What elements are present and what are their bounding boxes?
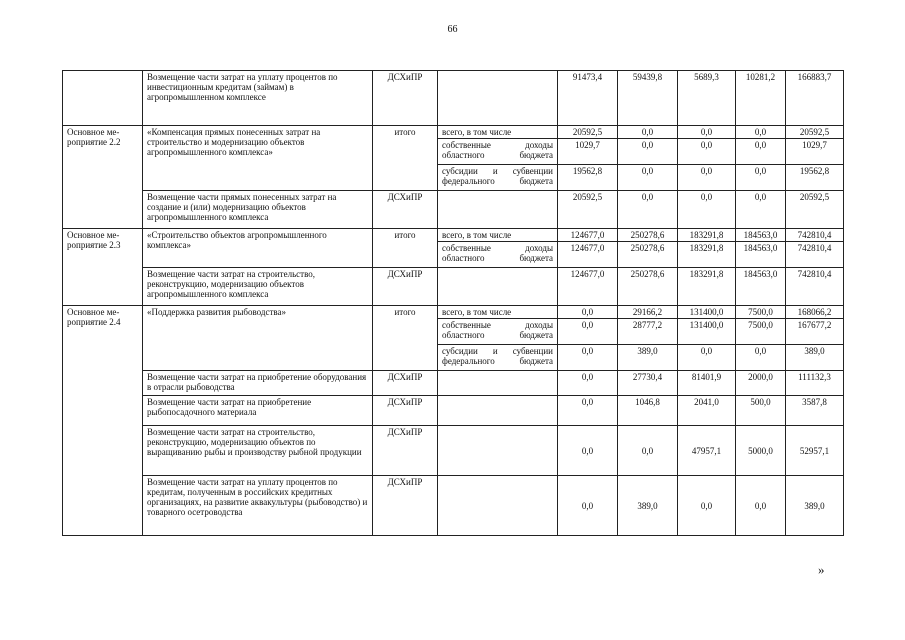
value-cell: 742810,4 [786,242,844,268]
value-cell: 1046,8 [618,396,678,426]
value-cell: 124677,0 [558,268,618,306]
funding-source: собственные доходы областного бюджета [438,139,558,165]
value-cell: 184563,0 [736,229,786,242]
funding-source [438,268,558,306]
value-cell: 19562,8 [558,165,618,191]
value-cell: 124677,0 [558,242,618,268]
value-cell: 0,0 [736,139,786,165]
value-cell: 0,0 [558,306,618,319]
executor: ДСХиПР [373,268,438,306]
value-cell: 168066,2 [786,306,844,319]
value-cell: 91473,4 [558,71,618,126]
measure-name: Возмещение части затрат на уплату процентов по инвестиционным кредитам (займам) в агропромышленном комплексе [143,71,373,126]
value-cell: 0,0 [618,126,678,139]
value-cell: 2000,0 [736,371,786,396]
executor: ДСХиПР [373,426,438,476]
value-cell: 0,0 [736,345,786,371]
value-cell: 0,0 [558,371,618,396]
value-cell: 0,0 [678,126,736,139]
value-cell: 0,0 [558,476,618,536]
value-cell: 250278,6 [618,229,678,242]
value-cell: 2041,0 [678,396,736,426]
executor: ДСХиПР [373,396,438,426]
table-row [63,71,844,126]
funding-source: собственные доходы областного бюджета [438,242,558,268]
table-row [63,268,844,306]
measure-name: Возмещение части прямых понесенных затрат на создание и (или) модернизацию объектов агропромышленного комплекса [143,191,373,229]
value-cell: 0,0 [736,165,786,191]
measure-name: Возмещение части затрат на уплату процентов по кредитам, полученным в российских кредитных организациях, на развитие аквакультуры (рыбоводство) и товарного осетроводства [143,476,373,536]
funding-source [438,191,558,229]
value-cell: 0,0 [678,139,736,165]
measure-name: «Строительство объектов агропромышленного комплекса» [143,229,373,268]
main-activity-label: Основное мероприятие 2.2 [63,126,143,229]
page-number: 66 [447,24,458,35]
executor: ДСХиПР [373,71,438,126]
executor: ДСХиПР [373,191,438,229]
table-row [63,396,844,426]
funding-source [438,396,558,426]
funding-source: всего, в том числе [438,306,558,319]
value-cell: 0,0 [618,191,678,229]
funding-source [438,371,558,396]
table-row [63,476,844,536]
value-cell: 389,0 [786,345,844,371]
value-cell: 0,0 [558,319,618,345]
value-cell: 389,0 [786,476,844,536]
value-cell: 0,0 [618,139,678,165]
program-funding-table [62,70,844,536]
value-cell: 0,0 [558,345,618,371]
main-activity-label: Основное мероприятие 2.3 [63,229,143,306]
executor: итого [373,306,438,371]
value-cell: 3587,8 [786,396,844,426]
table-row [63,229,844,242]
table-row [63,426,844,476]
value-cell: 29166,2 [618,306,678,319]
group-cell [63,71,143,126]
measure-name: Возмещение части затрат на приобретение рыбопосадочного материала [143,396,373,426]
value-cell: 742810,4 [786,229,844,242]
value-cell: 7500,0 [736,319,786,345]
value-cell: 19562,8 [786,165,844,191]
value-cell: 7500,0 [736,306,786,319]
value-cell: 0,0 [678,476,736,536]
executor: итого [373,126,438,191]
value-cell: 5689,3 [678,71,736,126]
funding-source: всего, в том числе [438,126,558,139]
value-cell: 59439,8 [618,71,678,126]
value-cell: 20592,5 [558,191,618,229]
value-cell: 5000,0 [736,426,786,476]
value-cell: 28777,2 [618,319,678,345]
value-cell: 1029,7 [558,139,618,165]
funding-source: субсидии и субвенции федерального бюджета [438,165,558,191]
value-cell: 250278,6 [618,242,678,268]
value-cell: 183291,8 [678,242,736,268]
value-cell: 0,0 [558,396,618,426]
value-cell: 124677,0 [558,229,618,242]
value-cell: 20592,5 [786,191,844,229]
value-cell: 20592,5 [786,126,844,139]
value-cell: 1029,7 [786,139,844,165]
value-cell: 742810,4 [786,268,844,306]
funding-source: субсидии и субвенции федерального бюджета [438,345,558,371]
main-activity-label: Основное мероприятие 2.4 [63,306,143,536]
value-cell: 184563,0 [736,268,786,306]
value-cell: 0,0 [678,191,736,229]
value-cell: 20592,5 [558,126,618,139]
funding-source [438,476,558,536]
value-cell: 389,0 [618,345,678,371]
funding-source [438,71,558,126]
measure-name: Возмещение части затрат на строительство, реконструкцию, модернизацию объектов по выращиванию рыбы и производству рыбной продукции [143,426,373,476]
value-cell: 81401,9 [678,371,736,396]
table-row [63,306,844,319]
value-cell: 0,0 [736,476,786,536]
value-cell: 166883,7 [786,71,844,126]
value-cell: 0,0 [618,426,678,476]
value-cell: 131400,0 [678,319,736,345]
value-cell: 0,0 [678,165,736,191]
measure-name: Возмещение части затрат на строительство, реконструкцию, модернизацию объектов агропромышленного комплекса [143,268,373,306]
value-cell: 389,0 [618,476,678,536]
measure-name: Возмещение части затрат на приобретение оборудования в отрасли рыбоводства [143,371,373,396]
table-row [63,191,844,229]
value-cell: 27730,4 [618,371,678,396]
funding-source: всего, в том числе [438,229,558,242]
value-cell: 0,0 [736,126,786,139]
executor: ДСХиПР [373,476,438,536]
funding-source: собственные доходы областного бюджета [438,319,558,345]
value-cell: 184563,0 [736,242,786,268]
value-cell: 0,0 [678,345,736,371]
value-cell: 183291,8 [678,229,736,242]
funding-source [438,426,558,476]
value-cell: 0,0 [558,426,618,476]
table-row [63,371,844,396]
value-cell: 131400,0 [678,306,736,319]
value-cell: 167677,2 [786,319,844,345]
measure-name: «Компенсация прямых понесенных затрат на строительство и модернизацию объектов агропромышленного комплекса» [143,126,373,191]
executor: итого [373,229,438,268]
closing-quote-mark: » [818,562,825,577]
table-row [63,126,844,139]
value-cell: 0,0 [736,191,786,229]
value-cell: 111132,3 [786,371,844,396]
value-cell: 47957,1 [678,426,736,476]
value-cell: 10281,2 [736,71,786,126]
value-cell: 183291,8 [678,268,736,306]
value-cell: 52957,1 [786,426,844,476]
value-cell: 0,0 [618,165,678,191]
value-cell: 500,0 [736,396,786,426]
measure-name: «Поддержка развития рыбоводства» [143,306,373,371]
value-cell: 250278,6 [618,268,678,306]
executor: ДСХиПР [373,371,438,396]
